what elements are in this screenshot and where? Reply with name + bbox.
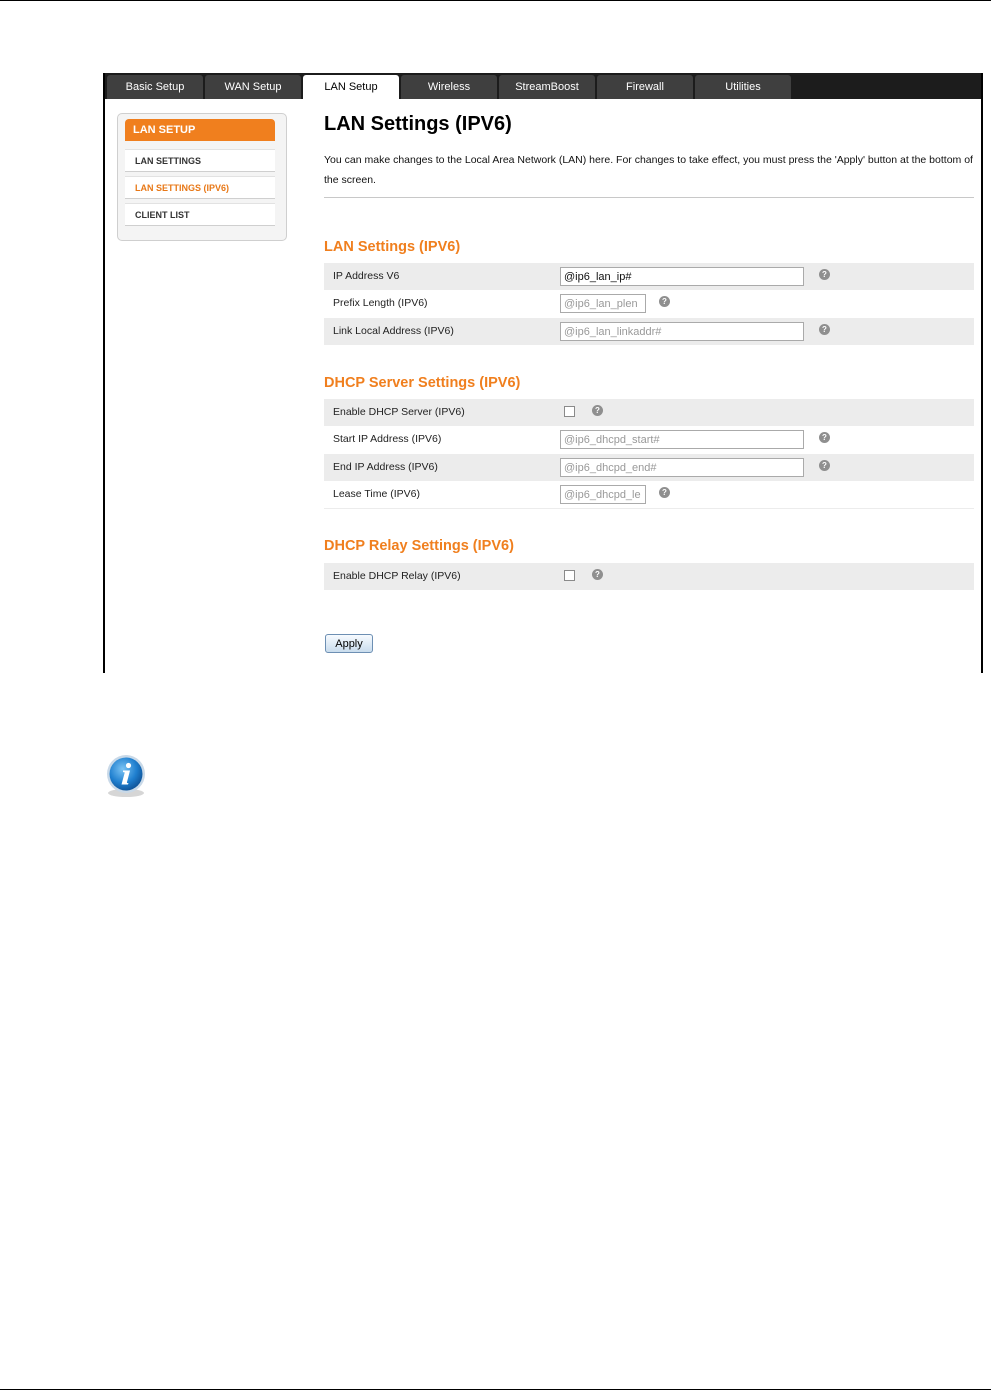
question-icon[interactable]: ? [659,296,670,307]
page-top-rule [0,0,991,1]
sidebar-item-lan-settings-ipv6[interactable]: LAN SETTINGS (IPV6) [125,176,275,199]
question-icon[interactable]: ? [819,460,830,471]
main-tab-bar [105,73,981,99]
question-icon[interactable]: ? [819,432,830,443]
tab-lan-setup[interactable]: LAN Setup [303,75,399,99]
end-ip-field[interactable] [560,458,804,477]
lease-time-label: Lease Time (IPV6) [333,488,420,500]
router-ui-window [103,73,983,673]
dhcp-server-section-title: DHCP Server Settings (IPV6) [324,375,521,391]
tab-streamboost[interactable]: StreamBoost [499,75,595,99]
page-intro: You can make changes to the Local Area Network (LAN) here. For changes to take effect, you must press the 'Apply' button at the bottom of the screen. [324,154,973,186]
sidebar-header: LAN SETUP [125,119,275,141]
divider [324,197,974,198]
tab-firewall[interactable]: Firewall [597,75,693,99]
enable-dhcp-server-row [324,399,974,426]
start-ip-row [324,426,974,453]
sidebar-item-lan-settings[interactable]: LAN SETTINGS [125,149,275,172]
prefix-length-field[interactable] [560,294,646,313]
end-ip-label: End IP Address (IPV6) [333,461,438,473]
ip-address-label: IP Address V6 [333,270,400,282]
lan-section-title: LAN Settings (IPV6) [324,239,461,255]
apply-button[interactable]: Apply [325,634,373,653]
ip-address-row [324,263,974,290]
prefix-length-label: Prefix Length (IPV6) [333,297,428,309]
link-local-field[interactable] [560,322,804,341]
question-icon[interactable]: ? [592,405,603,416]
tab-utilities[interactable]: Utilities [695,75,791,99]
lease-time-field[interactable] [560,485,646,504]
start-ip-label: Start IP Address (IPV6) [333,433,442,445]
enable-dhcp-relay-label: Enable DHCP Relay (IPV6) [333,570,461,582]
start-ip-field[interactable] [560,430,804,449]
enable-dhcp-server-label: Enable DHCP Server (IPV6) [333,406,465,418]
question-icon[interactable]: ? [659,487,670,498]
end-ip-row [324,454,974,481]
question-icon[interactable]: ? [592,569,603,580]
tab-wan-setup[interactable]: WAN Setup [205,75,301,99]
tab-wireless[interactable]: Wireless [401,75,497,99]
link-local-label: Link Local Address (IPV6) [333,325,454,337]
ip-address-field[interactable] [560,267,804,286]
enable-dhcp-server-checkbox[interactable] [564,406,575,417]
prefix-length-row [324,290,974,317]
page-bottom-rule [0,1389,991,1390]
tab-basic-setup[interactable]: Basic Setup [107,75,203,99]
link-local-row [324,318,974,345]
sidebar [117,113,287,241]
enable-dhcp-relay-checkbox[interactable] [564,570,575,581]
lease-time-row [324,481,974,509]
page-title: LAN Settings (IPV6) [324,113,512,135]
question-icon[interactable]: ? [819,269,830,280]
enable-dhcp-relay-row [324,563,974,590]
info-icon [103,753,149,799]
dhcp-relay-section-title: DHCP Relay Settings (IPV6) [324,538,514,554]
sidebar-item-client-list[interactable]: CLIENT LIST [125,203,275,226]
question-icon[interactable]: ? [819,324,830,335]
